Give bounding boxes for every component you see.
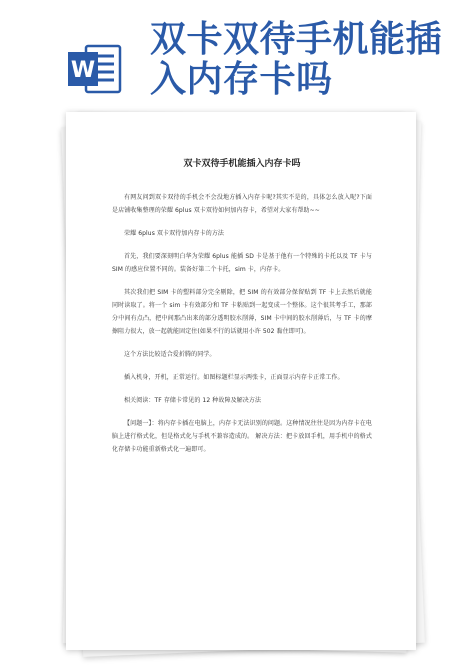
paragraph: 荣耀 6plus 双卡双待加内存卡的方法 xyxy=(124,230,225,237)
paragraph: 首先，我们要深刻明白华为荣耀 6plus 能插 SD 卡是基于他有一个特殊的卡托以及 TF 卡与 SIM 的感应位置不同的。装备好第二个卡托，sim 卡，内存卡。 xyxy=(112,253,372,273)
paragraph: 【问题一】：将内存卡插在电脑上，内存卡无法识别的问题。这种情况往往是因为内存卡在电脑上进行格式化，但是格式化与手机不兼容造成的。 解决方法：把卡放回手机，用手机中的格式化存储卡功能重新格式化一遍即可。 xyxy=(112,420,372,453)
paragraph: 有网友问到双卡双待的手机会不会没地方插入内存卡呢?其实不是的，具体怎么放入呢?下面是店铺收集整理的荣耀 6plus 双卡双待如何加内存卡，希望对大家有帮助~~ xyxy=(112,194,372,214)
document-page xyxy=(66,112,416,650)
paragraph: 插入机身，开机，正常运行。如图标题栏显示两张卡，正面显示内存卡正常工作。 xyxy=(124,374,344,381)
header xyxy=(0,0,474,112)
paragraph: 其次我们把 SIM 卡的塑料部分完全剔除，把 SIM 的有效部分保留贴到 TF 卡上去然后就能同时读取了。将一个 sim 卡有效部分和 TF 卡粘贴到一起变成一个整体。这个很其考手工，那部分中间有点凸，把中间那凸出来的部分透明胶水削薄，SIM 卡中间的胶水削薄后，与 TF 卡的摩擦阻力很大，放一起就能固定住(如果不行的话就用小许 502 黏住即可)。 xyxy=(112,289,372,335)
document-preview xyxy=(66,112,416,652)
document-title: 双卡双待手机能插入内存卡吗 xyxy=(183,159,301,169)
paragraph: 这个方法比较适合爱折腾的同学。 xyxy=(124,351,216,358)
paragraph: 相关阅读：TF 存储卡常见的 12 种故障及解决方法 xyxy=(124,397,262,404)
word-icon xyxy=(66,40,124,98)
page-title: 双卡双待手机能插入内存卡吗 xyxy=(150,19,443,100)
svg-text:W: W xyxy=(70,58,96,83)
